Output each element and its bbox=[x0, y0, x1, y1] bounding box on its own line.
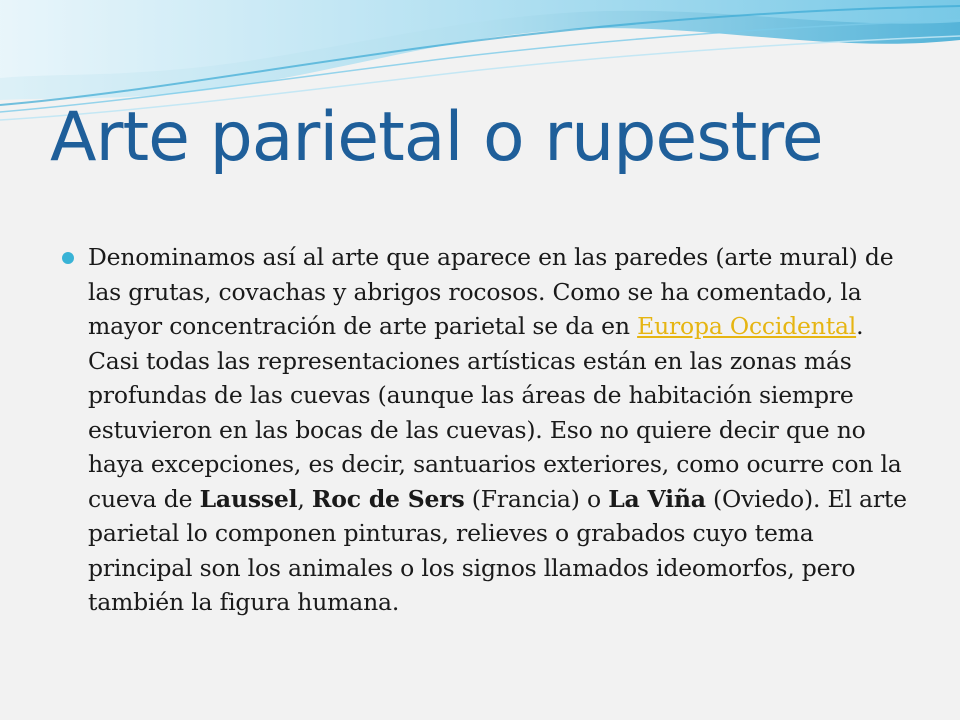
text-segment: . Casi todas las representaciones artísticas están en las zonas más profundas de las cuevas (aunque las áreas de habitación siempre estuvieron en las bocas de las cuevas). Eso no quiere decir que no haya excepciones, es decir, santuarios exteriores, como ocurre con la cueva de bbox=[88, 312, 902, 513]
bullet-item bbox=[60, 240, 920, 620]
roc-de-sers-bold: Roc de Sers bbox=[311, 484, 465, 513]
slide-content bbox=[60, 240, 920, 620]
text-segment: Denominamos así al arte que aparece en las paredes (arte mural) de las grutas, covachas y abrigos rocosos. Como se ha comentado, la mayor concentración de arte parietal se da en bbox=[88, 243, 894, 340]
bullet-paragraph bbox=[88, 240, 920, 620]
la-vina-bold: La Viña bbox=[608, 484, 706, 513]
text-segment: (Oviedo). El arte parietal lo componen pinturas, relieves o grabados cuyo tema principal son los animales o los signos llamados ideomorfos, pero también la figura humana. bbox=[88, 484, 907, 616]
europa-occidental-link[interactable]: Europa Occidental bbox=[637, 312, 857, 340]
text-segment: (Francia) o bbox=[464, 484, 609, 513]
text-segment: , bbox=[297, 484, 312, 513]
filled-circle-bullet-icon bbox=[62, 252, 74, 264]
laussel-bold: Laussel bbox=[199, 484, 298, 513]
slide-title: Arte parietal o rupestre bbox=[50, 98, 823, 177]
